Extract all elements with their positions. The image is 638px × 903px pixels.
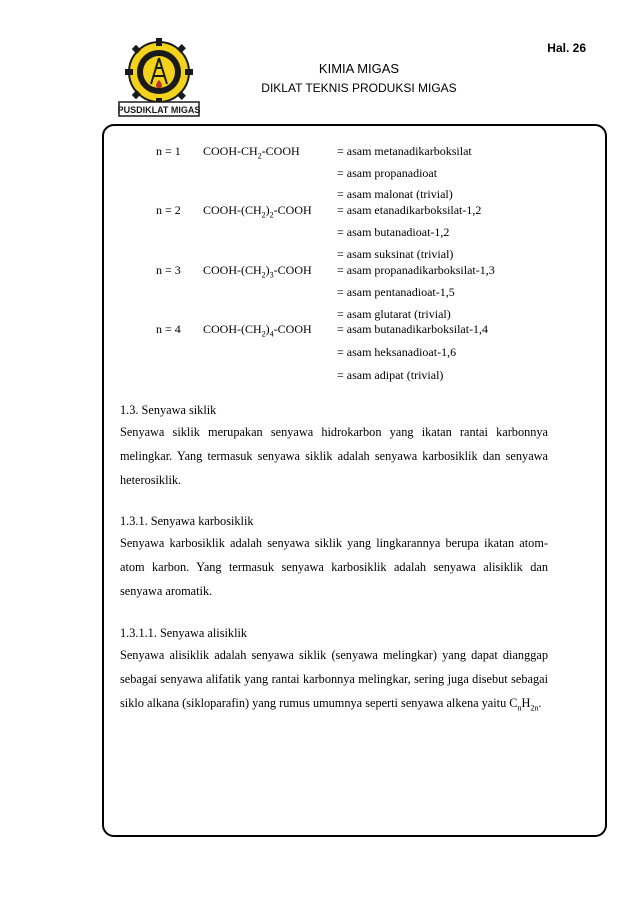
section-heading: 1.3. Senyawa siklik bbox=[120, 403, 217, 417]
section-paragraph: Senyawa siklik merupakan senyawa hidrokarbon yang ikatan rantai karbonnya melingkar. Yang termasuk senyawa siklik adalah senyawa karbosiklik dan senyawa heterosiklik. bbox=[120, 425, 548, 487]
formula: COOH-$CH_2$-COOH bbox=[203, 144, 300, 161]
trivial-name: = asam adipat (trivial) bbox=[337, 368, 444, 382]
iupac-name: = asam metanadikarboksilat bbox=[337, 144, 472, 158]
n-label: n = 2 bbox=[156, 203, 181, 217]
trivial-name: = asam malonat (trivial) bbox=[337, 187, 453, 201]
n-label: n = 4 bbox=[156, 322, 181, 336]
alt-name: = asam pentanadioat-1,5 bbox=[337, 285, 455, 299]
iupac-name: = asam etanadikarboksilat-1,2 bbox=[337, 203, 482, 217]
logo-label: PUSDIKLAT MIGAS bbox=[117, 105, 201, 115]
iupac-name: = asam butanadikarboksilat-1,4 bbox=[337, 322, 489, 336]
n-label: n = 1 bbox=[156, 144, 181, 158]
formula: COOH-$(CH_2)_4$-COOH bbox=[203, 322, 312, 339]
trivial-name: = asam suksinat (trivial) bbox=[337, 247, 454, 261]
alt-name: = asam butanadioat-1,2 bbox=[337, 225, 450, 239]
alt-name: = asam heksanadioat-1,6 bbox=[337, 345, 457, 359]
document-title: KIMIA MIGAS bbox=[318, 61, 400, 76]
trivial-name: = asam glutarat (trivial) bbox=[337, 307, 451, 321]
section-paragraph: Senyawa karbosiklik adalah senyawa siklik yang lingkarannya berupa ikatan atom-atom karbon. Yang termasuk senyawa karbosiklik adalah senyawa alisiklik dan senyawa aromatik. bbox=[120, 536, 548, 598]
alt-name: = asam propanadioat bbox=[337, 166, 438, 180]
iupac-name: = asam propanadikarboksilat-1,3 bbox=[337, 263, 495, 277]
formula: COOH-$(CH_2)_2$-COOH bbox=[203, 203, 312, 220]
page-number: Hal. 26 bbox=[547, 41, 586, 55]
section-heading: 1.3.1.1. Senyawa alisiklik bbox=[120, 626, 248, 640]
n-label: n = 3 bbox=[156, 263, 181, 277]
formula: COOH-$(CH_2)_3$-COOH bbox=[203, 263, 312, 280]
section-paragraph: Senyawa alisiklik adalah senyawa siklik (senyawa melingkar) yang dapat dianggap sebagai senyawa alifatik yang rantai karbonnya melingkar, sering juga disebut sebagai siklo alkana (sikloparafin) yang rumus umumnya seperti senyawa alkena yaitu $C_nH_{2n}$. bbox=[120, 648, 548, 713]
pusdiklat-migas-logo bbox=[113, 36, 205, 118]
section-heading: 1.3.1. Senyawa karbosiklik bbox=[120, 514, 254, 528]
document-subtitle: DIKLAT TEKNIS PRODUKSI MIGAS bbox=[261, 81, 457, 95]
